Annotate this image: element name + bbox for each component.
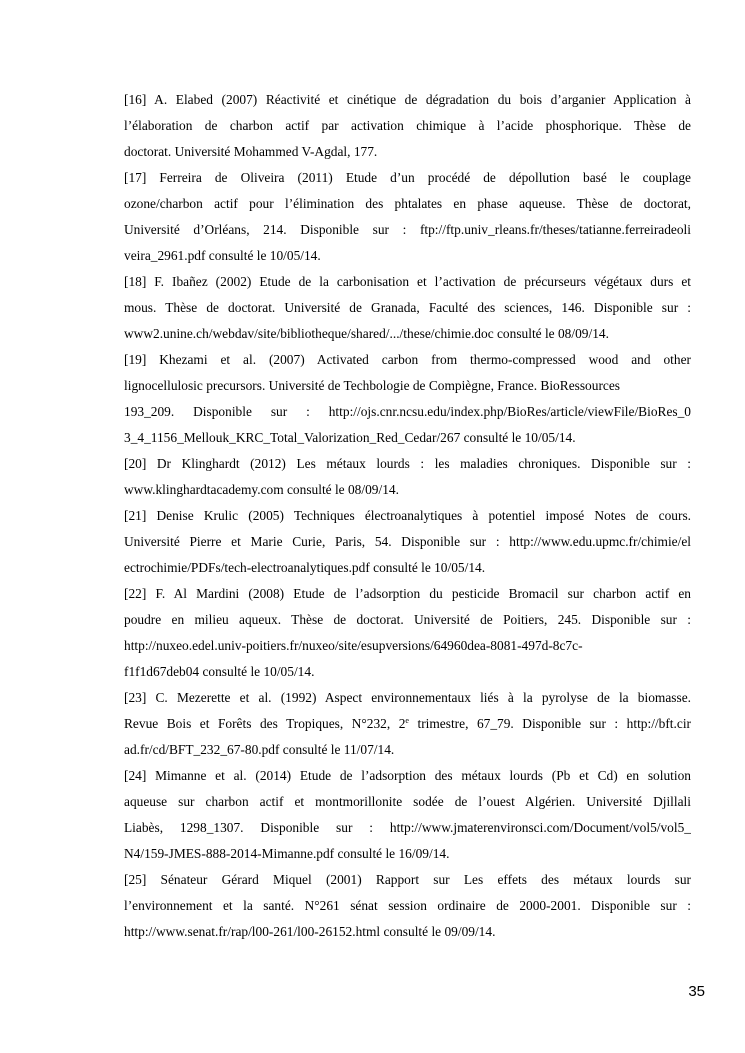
reference-16 (124, 87, 691, 165)
reference-line: [16] A. Elabed (2007) Réactivité et cinétique de dégradation du bois d’arganier Application à (124, 92, 691, 107)
reference-line: 193_209. Disponible sur : http://ojs.cnr.ncsu.edu/index.php/BioRes/article/viewFile/BioRes_0 (124, 404, 691, 419)
reference-22 (124, 581, 691, 685)
reference-line: http://www.senat.fr/rap/l00-261/l00-26152.html consulté le 09/09/14. (124, 924, 496, 939)
reference-line: ad.fr/cd/BFT_232_67-80.pdf consulté le 11/07/14. (124, 742, 395, 757)
superscript: e (405, 716, 409, 725)
reference-line: [25] Sénateur Gérard Miquel (2001) Rapport sur Les effets des métaux lourds sur (124, 872, 691, 887)
reference-line: [17] Ferreira de Oliveira (2011) Etude d’un procédé de dépollution basé le couplage (124, 170, 691, 185)
reference-line: [20] Dr Klinghardt (2012) Les métaux lourds : les maladies chroniques. Disponible sur : (124, 456, 691, 471)
reference-line: doctorat. Université Mohammed V-Agdal, 177. (124, 144, 378, 159)
reference-18 (124, 269, 691, 347)
reference-line: http://nuxeo.edel.univ-poitiers.fr/nuxeo/site/esupversions/64960dea-8081-497d-8c7c- (124, 638, 583, 653)
reference-line: 3_4_1156_Mellouk_KRC_Total_Valorization_Red_Cedar/267 consulté le 10/05/14. (124, 430, 576, 445)
reference-line: N4/159-JMES-888-2014-Mimanne.pdf consulté le 16/09/14. (124, 846, 450, 861)
page-number: 35 (688, 983, 705, 1000)
reference-line: [23] C. Mezerette et al. (1992) Aspect environnementaux liés à la pyrolyse de la biomasse. (124, 690, 691, 705)
reference-line: l’élaboration de charbon actif par activation chimique à l’acide phosphorique. Thèse de (124, 118, 691, 133)
reference-line: [19] Khezami et al. (2007) Activated carbon from thermo-compressed wood and other (124, 352, 691, 367)
reference-line: Université Pierre et Marie Curie, Paris, 54. Disponible sur : http://www.edu.upmc.fr/chimie/el (124, 534, 691, 549)
reference-line: poudre en milieu aqueux. Thèse de doctorat. Université de Poitiers, 245. Disponible sur : (124, 612, 691, 627)
reference-line: [18] F. Ibañez (2002) Etude de la carbonisation et l’activation de précurseurs végétaux durs et (124, 274, 691, 289)
reference-24 (124, 763, 691, 867)
reference-line: Université d’Orléans, 214. Disponible sur : ftp://ftp.univ_rleans.fr/theses/tatianne.ferreiradeoli (124, 222, 691, 237)
reference-20 (124, 451, 691, 503)
reference-line: www2.unine.ch/webdav/site/bibliotheque/shared/.../these/chimie.doc consulté le 08/09/14. (124, 326, 609, 341)
reference-23 (124, 685, 691, 763)
reference-line: lignocellulosic precursors. Université de Techbologie de Compiègne, France. BioRessources (124, 378, 621, 393)
reference-line (124, 711, 691, 737)
reference-line: [21] Denise Krulic (2005) Techniques électroanalytiques à potentiel imposé Notes de cours. (124, 508, 691, 523)
reference-line: www.klinghardtacademy.com consulté le 08/09/14. (124, 482, 399, 497)
reference-text: trimestre, 67_79. Disponible sur : http://bft.cir (408, 716, 691, 731)
reference-line: mous. Thèse de doctorat. Université de Granada, Faculté des sciences, 146. Disponible sur : (124, 300, 691, 315)
reference-line: l’environnement et la santé. N°261 sénat session ordinaire de 2000-2001. Disponible sur : (124, 898, 691, 913)
reference-line: aqueuse sur charbon actif et montmorillonite sodée de l’ouest Algérien. Université Djillali (124, 794, 691, 809)
reference-21 (124, 503, 691, 581)
reference-17 (124, 165, 691, 269)
reference-line: [24] Mimanne et al. (2014) Etude de l’adsorption des métaux lourds (Pb et Cd) en solution (124, 768, 691, 783)
reference-line: [22] F. Al Mardini (2008) Etude de l’adsorption du pesticide Bromacil sur charbon actif en (124, 586, 691, 601)
reference-text: Revue Bois et Forêts des Tropiques, N°232, 2 (124, 716, 406, 731)
reference-19 (124, 347, 691, 451)
reference-line: ectrochimie/PDFs/tech-electroanalytiques.pdf consulté le 10/05/14. (124, 560, 486, 575)
reference-line: veira_2961.pdf consulté le 10/05/14. (124, 248, 321, 263)
reference-line: f1f1d67deb04 consulté le 10/05/14. (124, 664, 315, 679)
reference-25 (124, 867, 691, 945)
reference-line: Liabès, 1298_1307. Disponible sur : http://www.jmaterenvironsci.com/Document/vol5/vol5_ (124, 820, 691, 835)
reference-line: ozone/charbon actif pour l’élimination des phtalates en phase aqueuse. Thèse de doctorat, (124, 196, 691, 211)
